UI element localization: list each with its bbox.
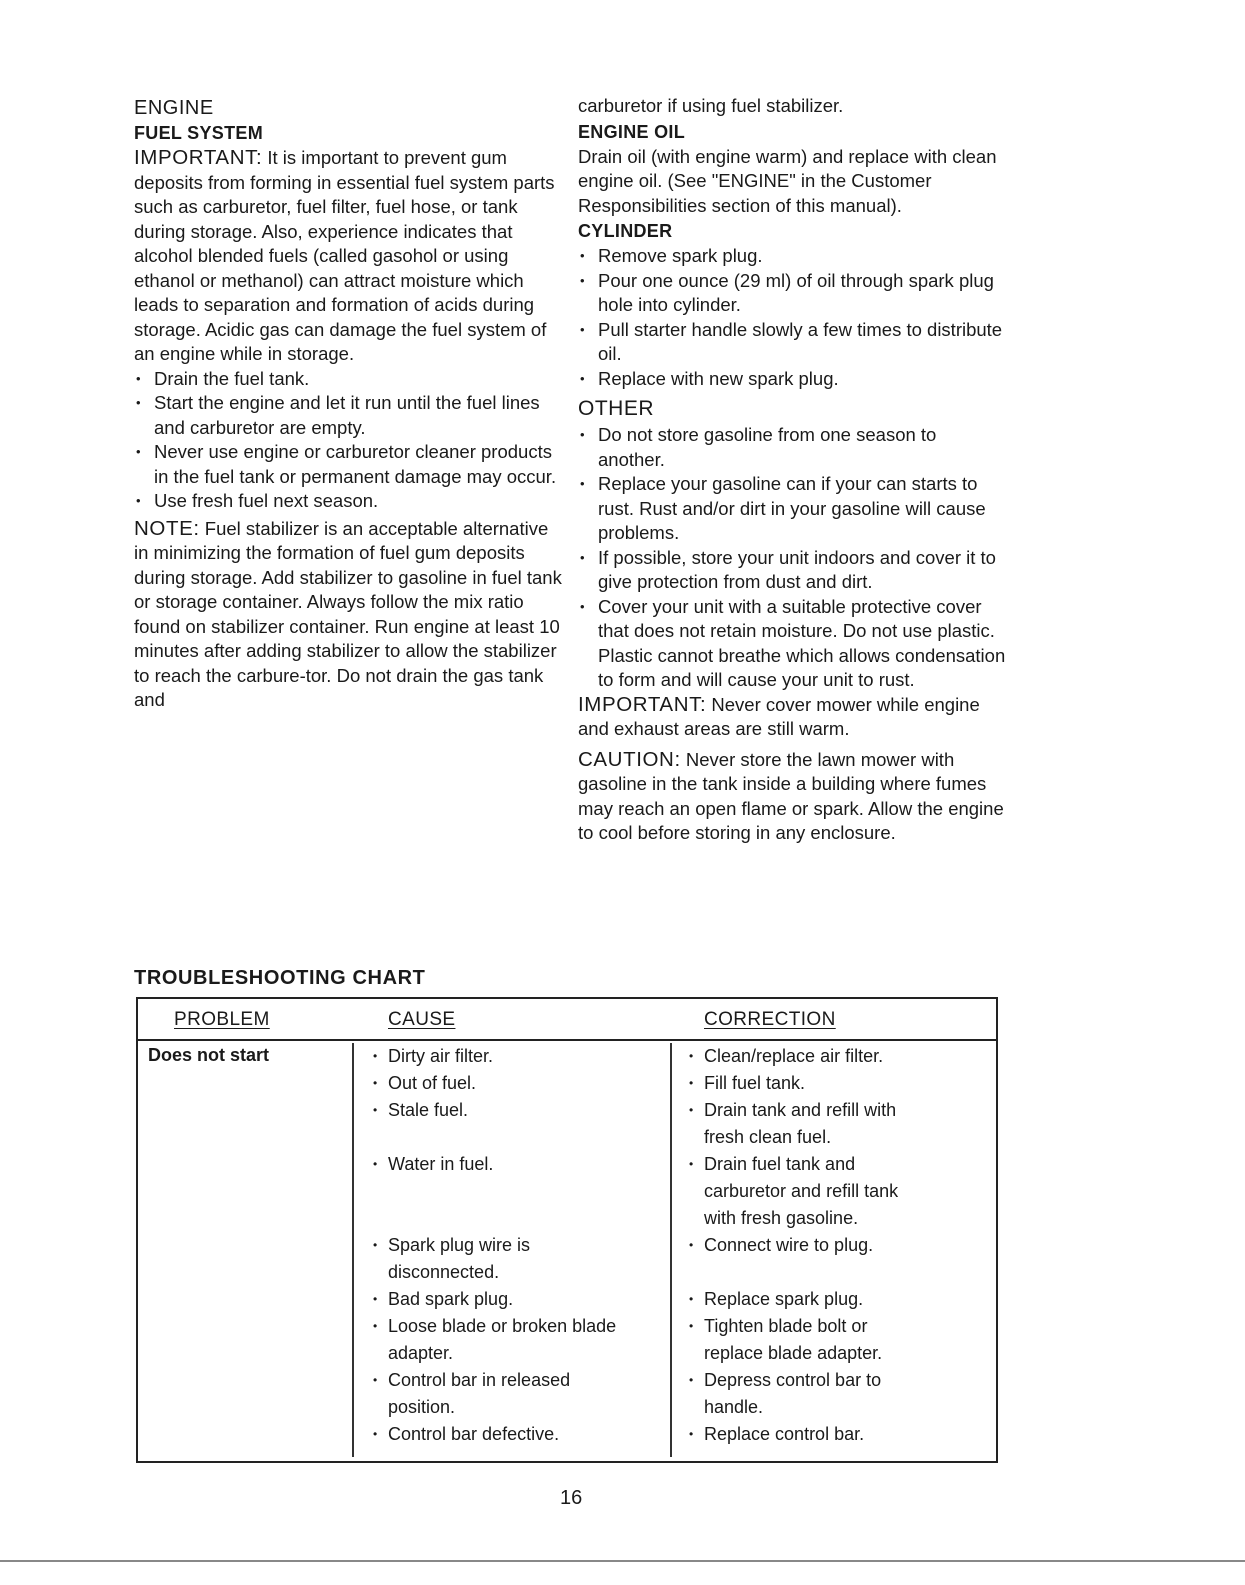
list-item — [578, 423, 1008, 472]
note-paragraph — [134, 517, 564, 713]
bullet-text: Drain the fuel tank. — [154, 367, 310, 389]
list-item — [578, 244, 1008, 269]
correction-cell-line: with fresh gasoline. — [704, 1208, 859, 1228]
caution-lead: CAUTION: — [578, 747, 681, 771]
correction-cell — [689, 1151, 899, 1232]
fuel-system-heading: FUEL SYSTEM — [134, 123, 263, 143]
bullet-icon: • — [580, 549, 585, 565]
note-lead: NOTE: — [134, 516, 200, 540]
bullet-icon: • — [373, 1238, 378, 1252]
cause-cell-line: Stale fuel. — [388, 1100, 469, 1120]
bullet-icon: • — [373, 1049, 378, 1063]
list-item — [134, 440, 564, 489]
correction-cell-line: replace blade adapter. — [704, 1343, 883, 1363]
fuel-bullets — [134, 367, 564, 514]
left-column — [134, 96, 564, 713]
right-column — [578, 94, 1008, 846]
bullet-text: Use fresh fuel next season. — [154, 490, 379, 511]
correction-cell-line: carburetor and refill tank — [704, 1181, 899, 1201]
correction-cell — [689, 1097, 897, 1151]
bullet-text: Never use engine or carburetor cleaner products in the fuel tank or permanent damage may occur. — [154, 441, 557, 487]
bullet-text: Replace with new spark plug. — [598, 367, 839, 389]
cylinder-heading: CYLINDER — [578, 221, 673, 241]
list-item — [578, 318, 1008, 367]
bullet-icon: • — [689, 1373, 694, 1387]
list-item — [578, 367, 1008, 392]
correction-cell — [689, 1367, 882, 1421]
cause-cell-line: adapter. — [388, 1343, 454, 1363]
cause-cell-line: Dirty air filter. — [388, 1046, 494, 1066]
other-bullets — [578, 423, 1008, 693]
bullet-icon: • — [580, 272, 585, 288]
problem-cell: Does not start — [148, 1045, 270, 1065]
bullet-text: Pour one ounce (29 ml) of oil through spark plug hole into cylinder. — [598, 269, 994, 315]
column-divider — [670, 1043, 672, 1457]
list-item — [578, 595, 1008, 693]
correction-cell-line: Depress control bar to — [704, 1370, 882, 1390]
bullet-icon: • — [689, 1157, 694, 1171]
cause-cell-line: Out of fuel. — [388, 1073, 477, 1093]
bullet-icon: • — [136, 444, 141, 459]
cause-cell-line: position. — [388, 1397, 456, 1417]
bullet-text: Pull starter handle slowly a few times to distribute oil. — [598, 318, 1003, 364]
bullet-icon: • — [689, 1103, 694, 1117]
chart-title: TROUBLESHOOTING CHART — [134, 967, 426, 989]
bullet-text: Cover your unit with a suitable protective cover that does not retain moisture. Do not use plastic. Plastic cannot breathe which allows condensation to form and will cause your unit to rust. — [598, 595, 1006, 690]
bullet-icon: • — [373, 1292, 378, 1306]
bullet-icon: • — [580, 476, 585, 491]
cause-cell — [373, 1286, 514, 1313]
bullet-text: Do not store gasoline from one season to another. — [598, 424, 937, 470]
bullet-icon: • — [580, 321, 585, 337]
list-item — [134, 391, 564, 440]
correction-cell — [689, 1043, 884, 1070]
caution-text: Never store the lawn mower with gasoline in the tank inside a building where fumes may reach an open flame or spark. Allow the engine to cool before storing in any enclosure. — [578, 748, 1004, 843]
correction-cell-line: Replace spark plug. — [704, 1289, 864, 1309]
list-item — [578, 546, 1008, 595]
correction-cell-line: handle. — [704, 1397, 764, 1417]
troubleshooting-table — [136, 997, 998, 1463]
list-item — [578, 269, 1008, 318]
bullet-text: If possible, store your unit indoors and cover it to give protection from dust and dirt. — [598, 546, 996, 592]
cause-cell — [373, 1232, 531, 1286]
bullet-icon: • — [689, 1319, 694, 1333]
bullet-text: Remove spark plug. — [598, 245, 763, 266]
column-divider — [352, 1043, 354, 1457]
continuation-text: carburetor if using fuel stabilizer. — [578, 95, 844, 116]
header-correction: CORRECTION — [704, 1009, 836, 1030]
bullet-icon: • — [373, 1157, 378, 1171]
correction-cell-line: Connect wire to plug. — [704, 1235, 874, 1255]
bullet-icon: • — [689, 1049, 694, 1063]
bullet-icon: • — [689, 1076, 694, 1090]
list-item — [134, 367, 564, 392]
important-warm-paragraph — [578, 693, 1008, 742]
cause-cell-line: Bad spark plug. — [388, 1289, 514, 1309]
cause-cell-line: Loose blade or broken blade — [388, 1316, 617, 1336]
other-heading: OTHER — [578, 397, 654, 420]
cause-cell — [373, 1070, 477, 1097]
cause-cell — [373, 1367, 571, 1421]
cause-cell — [373, 1151, 494, 1178]
bullet-icon: • — [580, 598, 585, 614]
cause-cell — [373, 1313, 617, 1367]
list-item — [578, 472, 1008, 546]
cause-cell-line: disconnected. — [388, 1262, 500, 1282]
correction-cell — [689, 1232, 874, 1259]
correction-cell-line: Clean/replace air filter. — [704, 1046, 884, 1066]
cause-cell-line: Control bar in released — [388, 1370, 571, 1390]
cylinder-bullets — [578, 244, 1008, 391]
bullet-icon: • — [373, 1103, 378, 1117]
bullet-text: Replace your gasoline can if your can starts to rust. Rust and/or dirt in your gasoline will cause problems. — [598, 473, 986, 543]
important-paragraph — [134, 146, 564, 367]
correction-cell-line: Tighten blade bolt or — [704, 1316, 868, 1336]
cause-cell-line: Control bar defective. — [388, 1424, 560, 1444]
bullet-text: Start the engine and let it run until the fuel lines and carburetor are empty. — [154, 392, 540, 438]
bullet-icon: • — [580, 248, 585, 263]
engine-oil-heading: ENGINE OIL — [578, 121, 686, 142]
header-divider — [138, 1039, 996, 1041]
cause-cell-line: Spark plug wire is — [388, 1235, 531, 1255]
cause-cell — [373, 1097, 469, 1124]
important-text: It is important to prevent gum deposits from forming in essential fuel system parts such as carburetor, fuel filter, fuel hose, or tank during storage. Also, experience indicates that alcohol blended fuels (called gasohol or using ethanol or methanol) can attract moisture which leads to separation and formation of acids during storage. Acidic gas can damage the fuel system of an engine while in storage. — [134, 147, 555, 364]
correction-cell-line: fresh clean fuel. — [704, 1127, 832, 1147]
note-text: Fuel stabilizer is an acceptable alternative in minimizing the formation of fuel gum deposits during storage. Add stabilizer to gasoline in fuel tank or storage container. Always follow the mix ratio found on stabilizer container. Run engine at least 10 minutes after adding stabilizer to allow the stabilizer to reach the carbure-tor. Do not drain the gas tank and — [134, 517, 562, 710]
correction-cell-line: Drain tank and refill with — [704, 1100, 897, 1120]
header-cause: CAUSE — [388, 1009, 456, 1030]
bullet-icon: • — [689, 1427, 694, 1441]
bullet-icon: • — [580, 370, 585, 386]
page-bottom-rule — [0, 1560, 1245, 1562]
bullet-icon: • — [136, 493, 141, 508]
bullet-icon: • — [373, 1319, 378, 1333]
cause-cell — [373, 1043, 494, 1070]
correction-cell — [689, 1070, 806, 1097]
correction-cell — [689, 1313, 883, 1367]
caution-paragraph — [578, 748, 1008, 846]
cause-cell-line: Water in fuel. — [388, 1154, 494, 1174]
bullet-icon: • — [580, 427, 585, 442]
correction-cell-line: Replace control bar. — [704, 1424, 865, 1444]
page-number: 16 — [560, 1487, 583, 1509]
bullet-icon: • — [373, 1427, 378, 1441]
correction-cell — [689, 1421, 865, 1448]
important-lead: IMPORTANT: — [134, 146, 263, 169]
correction-cell-line: Fill fuel tank. — [704, 1073, 806, 1093]
bullet-icon: • — [689, 1238, 694, 1252]
header-problem: PROBLEM — [174, 1009, 270, 1030]
important-lead: IMPORTANT: — [578, 692, 707, 716]
cause-cell — [373, 1421, 560, 1448]
list-item — [134, 489, 564, 514]
bullet-icon: • — [136, 395, 141, 410]
important-text: Never cover mower while engine and exhaust areas are still warm. — [578, 693, 980, 739]
engine-heading: ENGINE — [134, 97, 214, 119]
bullet-icon: • — [373, 1076, 378, 1090]
correction-cell-line: Drain fuel tank and — [704, 1154, 856, 1174]
bullet-icon: • — [136, 370, 141, 386]
bullet-icon: • — [689, 1292, 694, 1306]
bullet-icon: • — [373, 1373, 378, 1387]
correction-cell — [689, 1286, 864, 1313]
engine-oil-text: Drain oil (with engine warm) and replace with clean engine oil. (See "ENGINE" in the Customer Responsibilities section of this manual). — [578, 145, 997, 216]
